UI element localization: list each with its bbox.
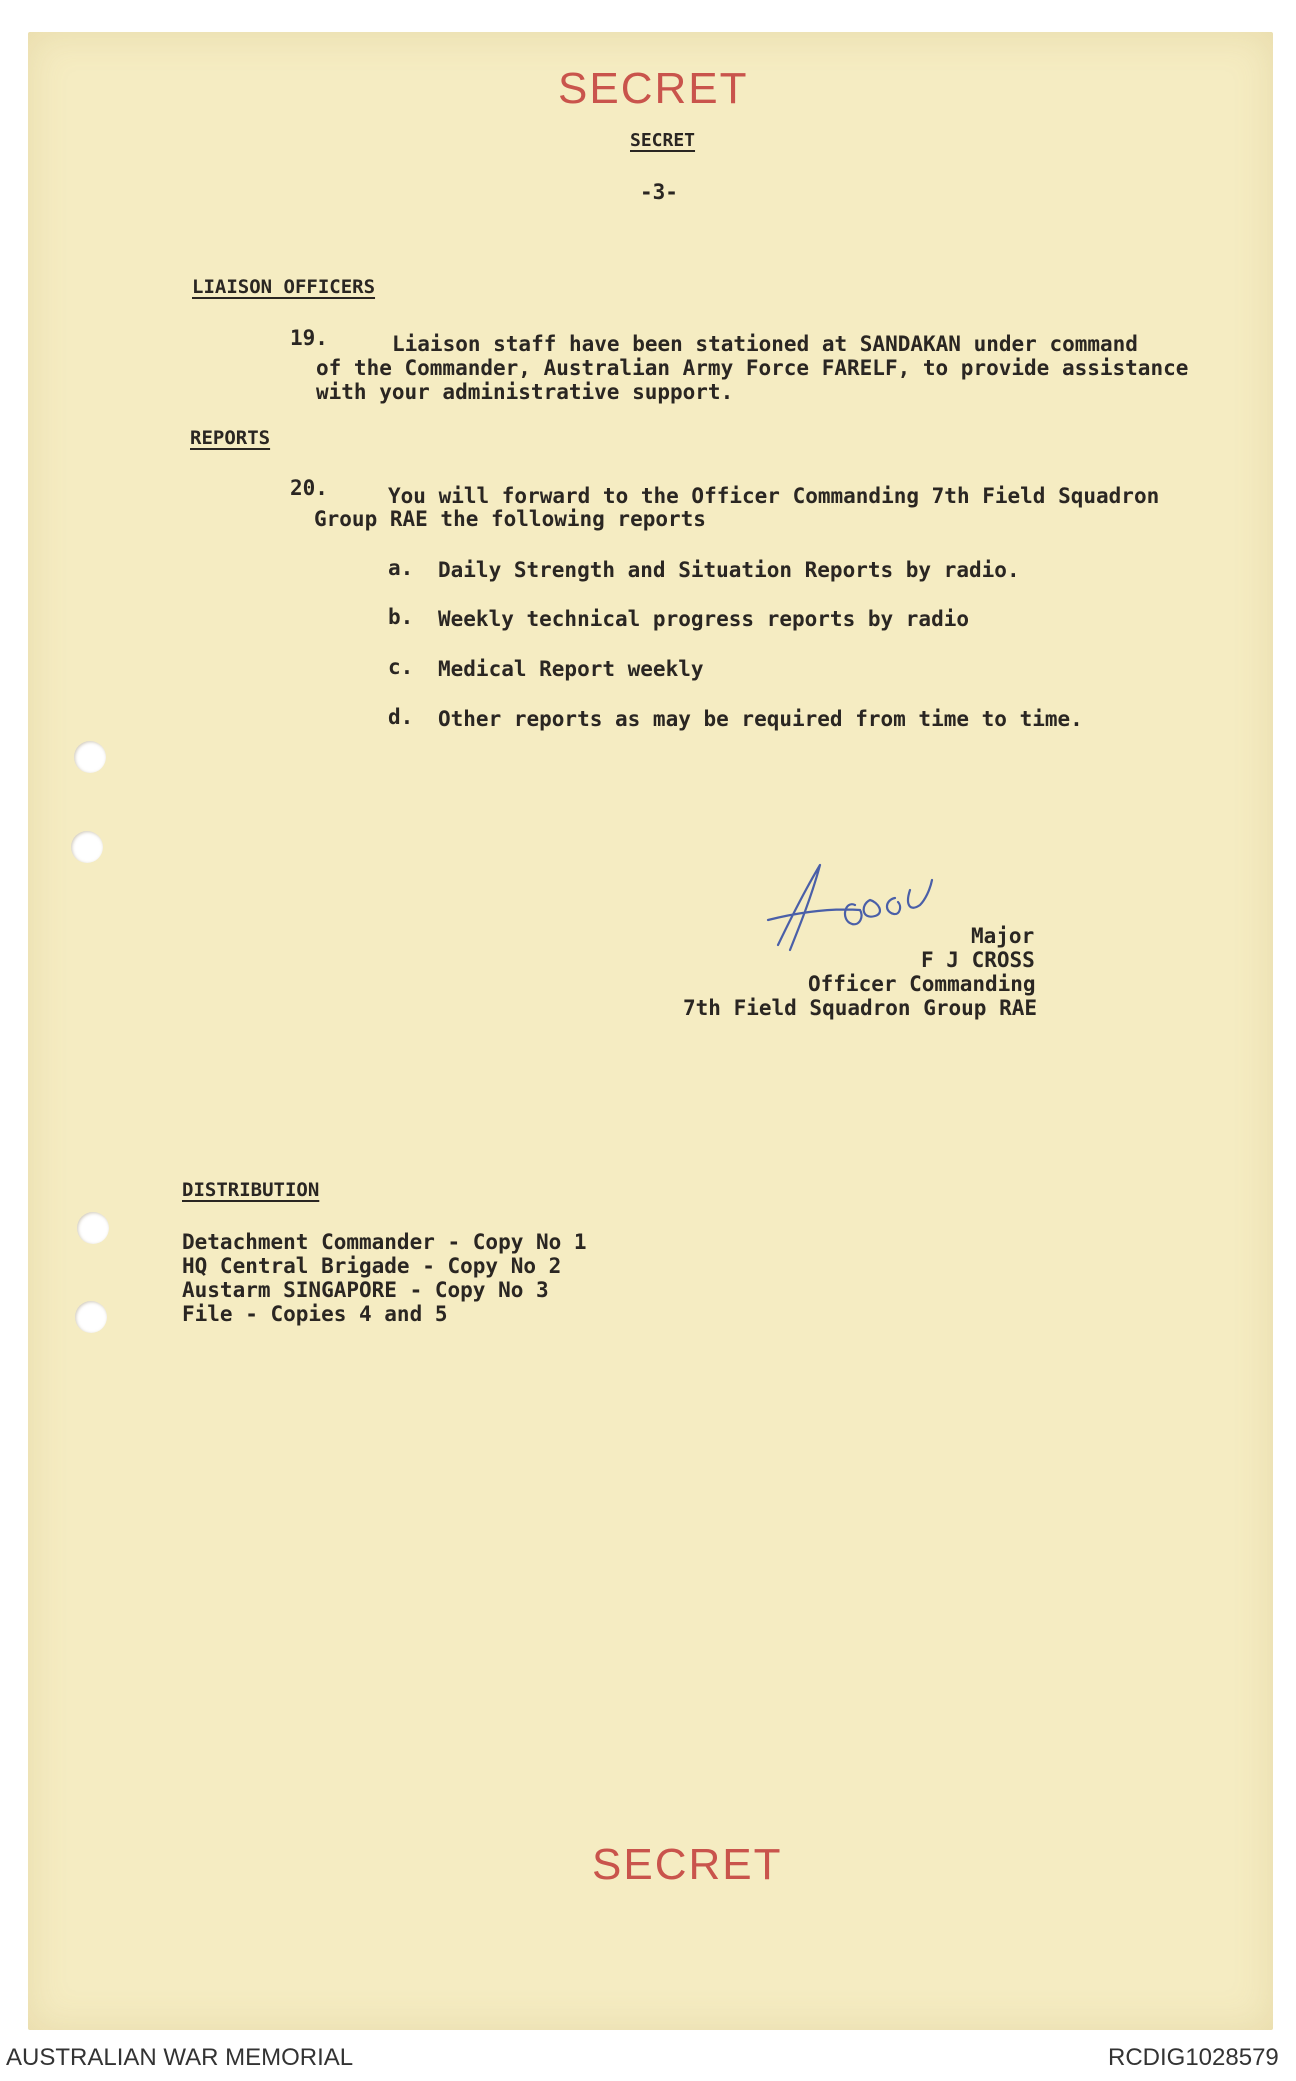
para-19-line: of the Commander, Australian Army Force FARELF, to provide assistance <box>316 356 1189 380</box>
para-20-number: 20. <box>290 476 328 500</box>
footer-catalogue-id: RCDIG1028579 <box>1108 2044 1279 2071</box>
para-19-line: Liaison staff have been stationed at SANDAKAN under command <box>392 332 1138 356</box>
distribution-line: File - Copies 4 and 5 <box>182 1302 448 1326</box>
report-item-letter: d. <box>388 705 414 729</box>
signer-name: F J CROSS <box>921 948 1035 972</box>
punch-hole <box>74 741 106 773</box>
report-item-text: Medical Report weekly <box>438 657 704 681</box>
para-19-number: 19. <box>290 326 328 350</box>
page-number: -3- <box>640 180 678 204</box>
report-item-text: Daily Strength and Situation Reports by radio. <box>438 558 1020 582</box>
report-item-letter: c. <box>388 655 414 679</box>
signer-unit: 7th Field Squadron Group RAE <box>683 996 1038 1020</box>
signer-title: Officer Commanding <box>808 972 1036 996</box>
secret-stamp-bottom: SECRET <box>592 1840 783 1889</box>
report-item-text: Other reports as may be required from time to time. <box>438 707 1083 731</box>
distribution-heading: DISTRIBUTION <box>182 1179 320 1201</box>
punch-hole <box>77 1212 109 1244</box>
reports-heading: REPORTS <box>190 427 271 449</box>
punch-hole <box>71 831 103 863</box>
para-20-line: Group RAE the following reports <box>314 507 706 531</box>
report-item-text: Weekly technical progress reports by radio <box>438 607 970 631</box>
handwritten-signature <box>760 850 940 960</box>
liaison-heading: LIAISON OFFICERS <box>192 276 376 298</box>
signer-rank: Major <box>971 924 1035 948</box>
footer-institution: AUSTRALIAN WAR MEMORIAL <box>6 2044 354 2071</box>
para-19-line: with your administrative support. <box>316 380 734 404</box>
distribution-line: Austarm SINGAPORE - Copy No 3 <box>182 1278 549 1302</box>
report-item-letter: a. <box>388 556 414 580</box>
punch-hole <box>75 1301 107 1333</box>
report-item-letter: b. <box>388 605 414 629</box>
secret-stamp-top: SECRET <box>558 64 749 113</box>
distribution-line: Detachment Commander - Copy No 1 <box>182 1230 587 1254</box>
classification-label: SECRET <box>630 130 696 151</box>
para-20-line: You will forward to the Officer Commanding 7th Field Squadron <box>388 484 1160 508</box>
distribution-line: HQ Central Brigade - Copy No 2 <box>182 1254 562 1278</box>
